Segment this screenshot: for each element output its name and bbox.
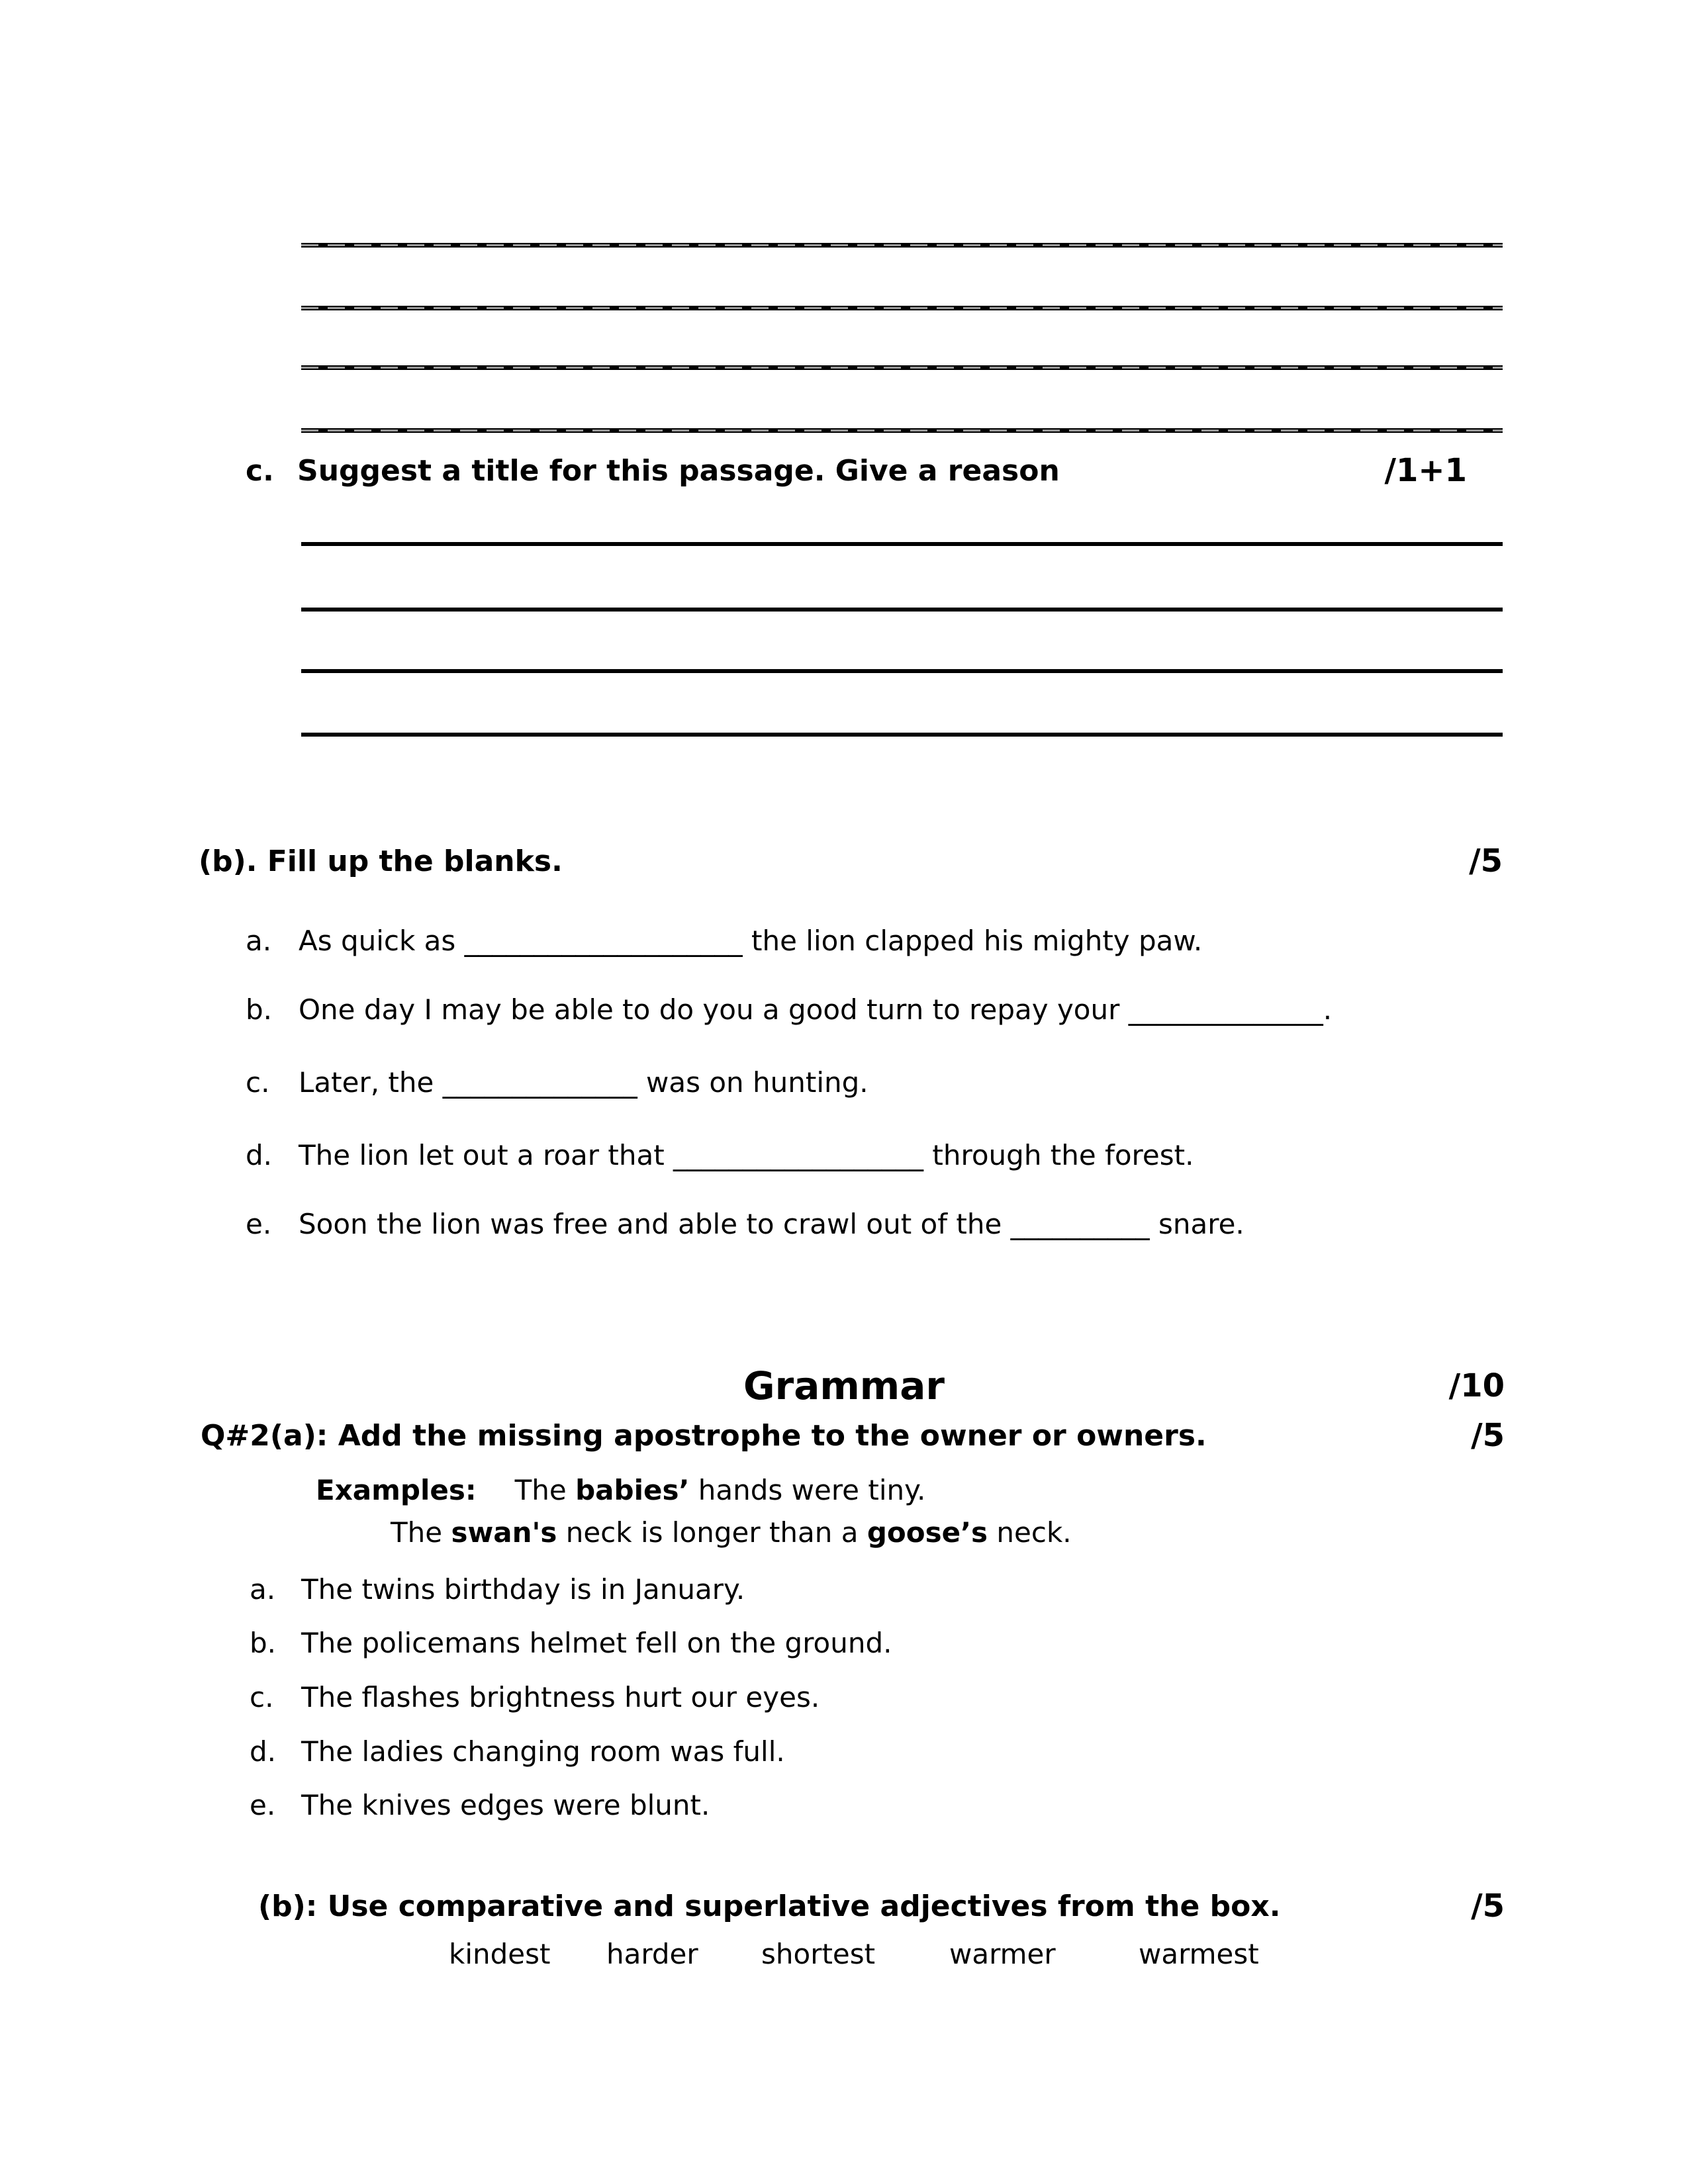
- fill-blank-item: [246, 925, 1202, 958]
- question-c-marks: /1+1: [1384, 452, 1467, 489]
- answer-line: [301, 733, 1503, 737]
- question-c-label: c.: [246, 454, 274, 488]
- fill-blank-item: [246, 1066, 868, 1099]
- item-text: One day I may be able to do you a good turn to repay your ______________.: [299, 993, 1333, 1026]
- item-label: c.: [250, 1681, 274, 1713]
- item-text: The lion let out a roar that __________________ through the forest.: [299, 1139, 1194, 1171]
- q2a-item: [250, 1789, 710, 1822]
- item-label: d.: [250, 1735, 277, 1768]
- item-label: c.: [246, 1066, 270, 1099]
- q2a-item: [250, 1681, 820, 1714]
- example-2-post: neck.: [988, 1516, 1072, 1549]
- answer-line: [301, 365, 1503, 370]
- fill-blank-item: [246, 1208, 1244, 1241]
- grammar-title: Grammar: [743, 1363, 945, 1408]
- answer-line: [301, 306, 1503, 310]
- item-label: b.: [246, 993, 273, 1026]
- item-text: The twins birthday is in January.: [301, 1573, 745, 1606]
- example-2-bold-2: goose’s: [867, 1516, 988, 1549]
- word-bank-word: kindest: [449, 1938, 551, 1970]
- fill-blanks-marks: /5: [1469, 842, 1503, 880]
- grammar-marks: /10: [1448, 1367, 1505, 1404]
- example-1-bold: babies’: [575, 1474, 690, 1506]
- q2a-marks: /5: [1471, 1417, 1505, 1454]
- answer-line: [301, 243, 1503, 248]
- answer-line: [301, 608, 1503, 612]
- item-text: The knives edges were blunt.: [301, 1789, 710, 1821]
- fill-blank-item: [246, 1139, 1194, 1172]
- item-text: The flashes brightness hurt our eyes.: [301, 1681, 820, 1713]
- word-bank-word: shortest: [761, 1938, 876, 1970]
- fill-blanks-heading: (b). Fill up the blanks.: [199, 844, 563, 878]
- example-1-post: hands were tiny.: [689, 1474, 926, 1506]
- fill-blank-item: [246, 993, 1332, 1026]
- word-bank-word: harder: [606, 1938, 698, 1970]
- item-text: Later, the ______________ was on hunting.: [299, 1066, 868, 1099]
- answer-line: [301, 669, 1503, 673]
- item-text: The ladies changing room was full.: [301, 1735, 785, 1768]
- example-1-pre: The: [514, 1474, 576, 1506]
- q2b-heading: (b): Use comparative and superlative adjectives from the box.: [258, 1889, 1281, 1923]
- item-label: e.: [250, 1789, 276, 1821]
- item-label: d.: [246, 1139, 273, 1171]
- item-text: Soon the lion was free and able to crawl out of the __________ snare.: [299, 1208, 1244, 1240]
- q2b-marks: /5: [1471, 1888, 1505, 1925]
- example-2-mid: neck is longer than a: [557, 1516, 867, 1549]
- q2a-item: [250, 1627, 892, 1660]
- examples-line-2: [391, 1516, 1072, 1549]
- item-label: a.: [246, 925, 272, 957]
- examples-label: Examples:: [316, 1474, 477, 1506]
- q2a-item: [250, 1735, 785, 1768]
- question-c-heading: [246, 454, 1060, 489]
- word-bank-word: warmest: [1139, 1938, 1259, 1970]
- item-label: b.: [250, 1627, 277, 1659]
- example-2-pre: The: [391, 1516, 451, 1549]
- word-bank-word: warmer: [949, 1938, 1056, 1970]
- examples-line-1: [316, 1474, 925, 1507]
- q2a-item: [250, 1573, 745, 1606]
- q2a-heading: Q#2(a): Add the missing apostrophe to the owner or owners.: [201, 1419, 1207, 1453]
- answer-line: [301, 542, 1503, 546]
- item-text: The policemans helmet fell on the ground.: [301, 1627, 892, 1659]
- item-text: As quick as ____________________ the lion clapped his mighty paw.: [299, 925, 1203, 957]
- item-label: e.: [246, 1208, 272, 1240]
- example-2-bold-1: swan's: [451, 1516, 557, 1549]
- answer-line: [301, 428, 1503, 433]
- item-label: a.: [250, 1573, 276, 1606]
- question-c-text: Suggest a title for this passage. Give a reason: [297, 454, 1060, 488]
